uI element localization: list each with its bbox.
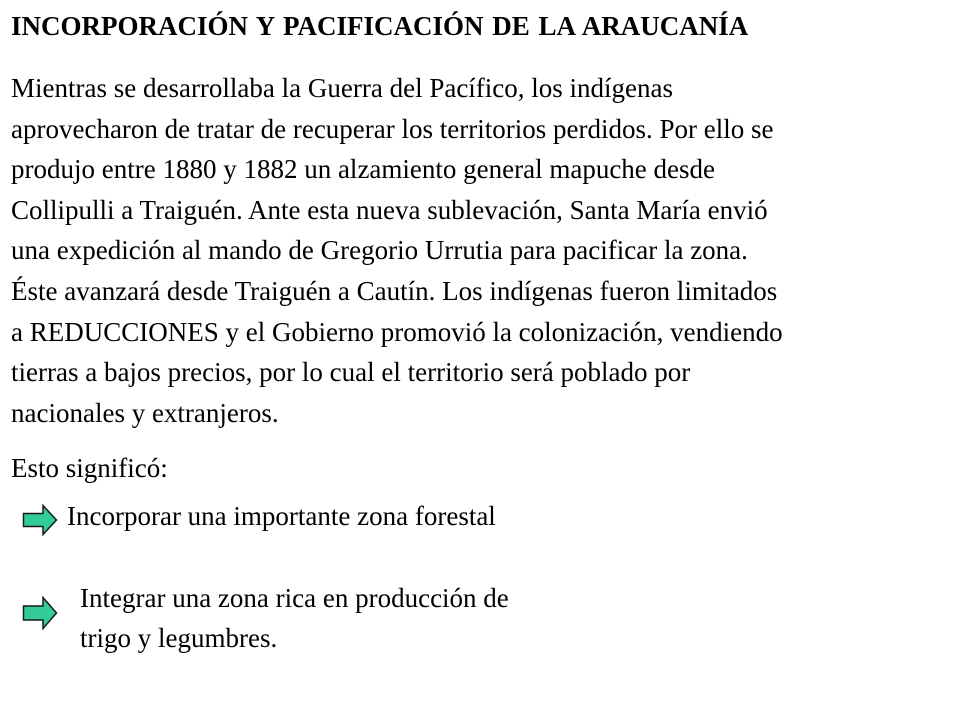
bullet-text xyxy=(80,578,509,658)
paragraph-line: a REDUCCIONES y el Gobierno promovió la colonización, vendiendo xyxy=(11,316,783,347)
arrow-right-icon xyxy=(22,596,58,630)
bullet-item-forest xyxy=(22,496,496,536)
paragraph-line: Éste avanzará desde Traiguén a Cautín. Los indígenas fueron limitados xyxy=(11,275,778,306)
bullet-item-wheat xyxy=(22,578,509,658)
paragraph-line: Mientras se desarrollaba la Guerra del Pacífico, los indígenas xyxy=(11,73,674,103)
slide-title: INCORPORACIÓN Y PACIFICACIÓN DE LA ARAUCANÍA xyxy=(11,11,749,41)
paragraph-line: una expedición al mando de Gregorio Urrutia para pacificar la zona. xyxy=(11,235,748,266)
arrow-right-icon xyxy=(22,504,58,536)
bullet-line: Integrar una zona rica en producción de xyxy=(80,583,509,613)
paragraph-line: nacionales y extranjeros. xyxy=(11,397,279,428)
bullet-line: trigo y legumbres. xyxy=(80,623,278,653)
paragraph-line: tierras a bajos precios, por lo cual el territorio será poblado por xyxy=(11,357,691,388)
bullet-text xyxy=(67,496,496,536)
paragraph-line: aprovecharon de tratar de recuperar los territorios perdidos. Por ello se xyxy=(11,113,774,144)
paragraph-line: Collipulli a Traiguén. Ante esta nueva sublevación, Santa María envió xyxy=(11,194,768,225)
bullet-line: Incorporar una importante zona forestal xyxy=(67,501,496,531)
paragraph-line: produjo entre 1880 y 1882 un alzamiento general mapuche desde xyxy=(11,154,716,185)
consequences-intro: Esto significó: xyxy=(11,453,168,483)
body-paragraph xyxy=(11,68,941,433)
